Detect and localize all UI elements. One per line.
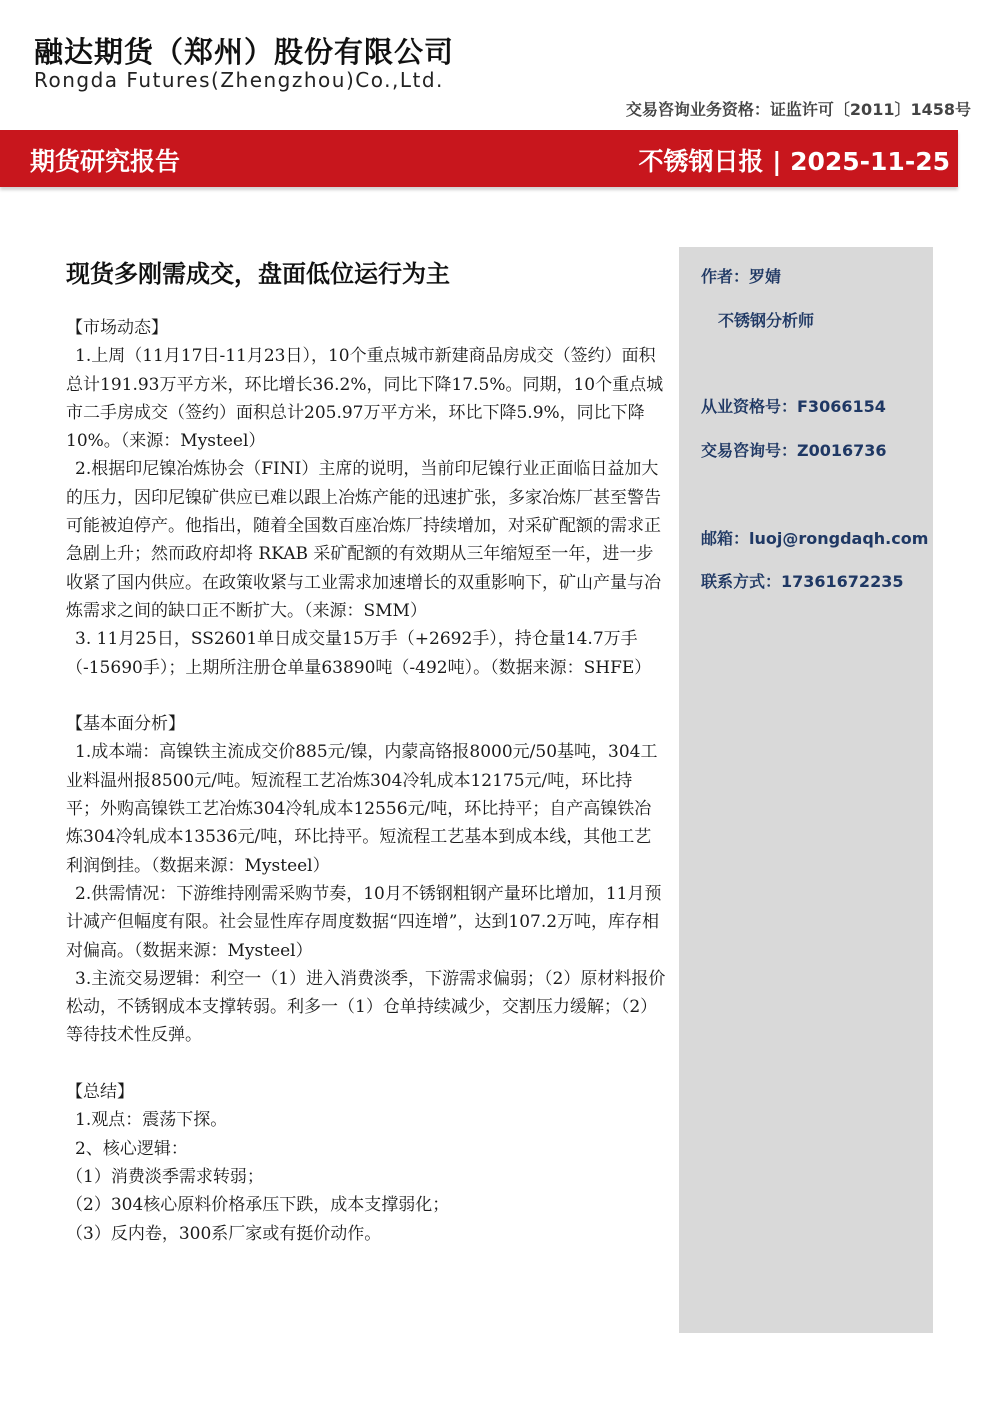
fundamental-heading: 【基本面分析】 (66, 714, 185, 735)
section-spacer (66, 1050, 666, 1078)
summary-line-4: （2）304核心原料价格承压下跌，成本支撑弱化； (66, 1195, 450, 1216)
fundamental-item-1: 1.成本端：高镍铁主流成交价885元/镍，内蒙高铬报8000元/50基吨，304工业料温州报8500元/吨。短流程工艺冶炼304冷轧成本12175元/吨，环比持平；外购高镍铁工艺冶炼304冷轧成本12556元/吨，环比持平；自产高镍铁冶炼304冷轧成本13536元/吨，环比持平。短流程工艺基本到成本线，其他工艺利润倒挂。（数据来源：Mysteel） (66, 742, 658, 876)
author-name: 作者：罗婧 (701, 267, 782, 286)
author-phone: 联系方式：17361672235 (701, 572, 904, 591)
author-sidebar (679, 247, 933, 1333)
company-name-cn: 融达期货（郑州）股份有限公司 (34, 35, 455, 69)
market-heading: 【市场动态】 (66, 318, 168, 338)
market-item-1: 1.上周（11月17日-11月23日），10个重点城市新建商品房成交（签约）面积总计191.93万平方米，环比增长36.2%，同比下降17.5%。同期，10个重点城市二手房成交（签约）面积总计205.97万平方米，环比下降5.9%，同比下降10%。（来源：Mysteel） (66, 346, 664, 452)
report-banner (0, 130, 958, 187)
summary-line-1: 1.观点：震荡下探。 (75, 1110, 228, 1131)
banner-report-type: 期货研究报告 (30, 147, 181, 176)
consult-number: 交易咨询号：Z0016736 (701, 441, 887, 460)
fundamental-item-3: 3.主流交易逻辑：利空一（1）进入消费淡季，下游需求偏弱；（2）原材料报价松动，不锈钢成本支撑转弱。利多一（1）仓单持续减少，交割压力缓解；（2）等待技术性反弹。 (66, 968, 666, 1046)
summary-line-2: 2、核心逻辑： (75, 1138, 188, 1159)
company-name-en: Rongda Futures(Zhengzhou)Co.,Ltd. (34, 68, 444, 92)
report-title: 现货多刚需成交，盘面低位运行为主 (66, 260, 450, 288)
author-role: 不锈钢分析师 (718, 311, 815, 330)
market-item-2: 2.根据印尼镍冶炼协会（FINI）主席的说明，当前印尼镍行业正面临日益加大的压力，因印尼镍矿供应已难以跟上冶炼产能的迅速扩张，多家冶炼厂甚至警告可能被迫停产。他指出，随着全国数百座冶炼厂持续增加，对采矿配额的需求正急剧上升；然而政府却将 RKAB 采矿配额的有效期从三年缩短至一年，进一步收紧了国内供应。在政策收紧与工业需求加速增长的双重影响下，矿山产量与冶炼需求之间的缺口正不断扩大。（来源：SMM） (66, 459, 661, 621)
summary-line-5: （3）反内卷，300系厂家或有挺价动作。 (66, 1223, 382, 1244)
author-email: 邮箱：luoj@rongdaqh.com (701, 529, 929, 548)
qualification-number: 从业资格号：F3066154 (701, 397, 886, 416)
summary-heading: 【总结】 (66, 1082, 134, 1103)
banner-report-date: 不锈钢日报 | 2025-11-25 (638, 147, 950, 176)
report-body (66, 314, 666, 1248)
fundamental-item-2: 2.供需情况：下游维持刚需采购节奏，10月不锈钢粗钢产量环比增加，11月预计减产但幅度有限。社会显性库存周度数据“四连增”，达到107.2万吨，库存相对偏高。（数据来源：Mysteel） (66, 883, 662, 961)
section-spacer (66, 682, 666, 710)
summary-line-3: （1）消费淡季需求转弱； (66, 1166, 264, 1187)
license-text: 交易咨询业务资格：证监许可〔2011〕1458号 (625, 100, 971, 119)
market-item-3: 3. 11月25日，SS2601单日成交量15万手（+2692手），持仓量14.7万手（-15690手）；上期所注册仓单量63890吨（-492吨）。（数据来源：SHFE） (66, 629, 652, 678)
